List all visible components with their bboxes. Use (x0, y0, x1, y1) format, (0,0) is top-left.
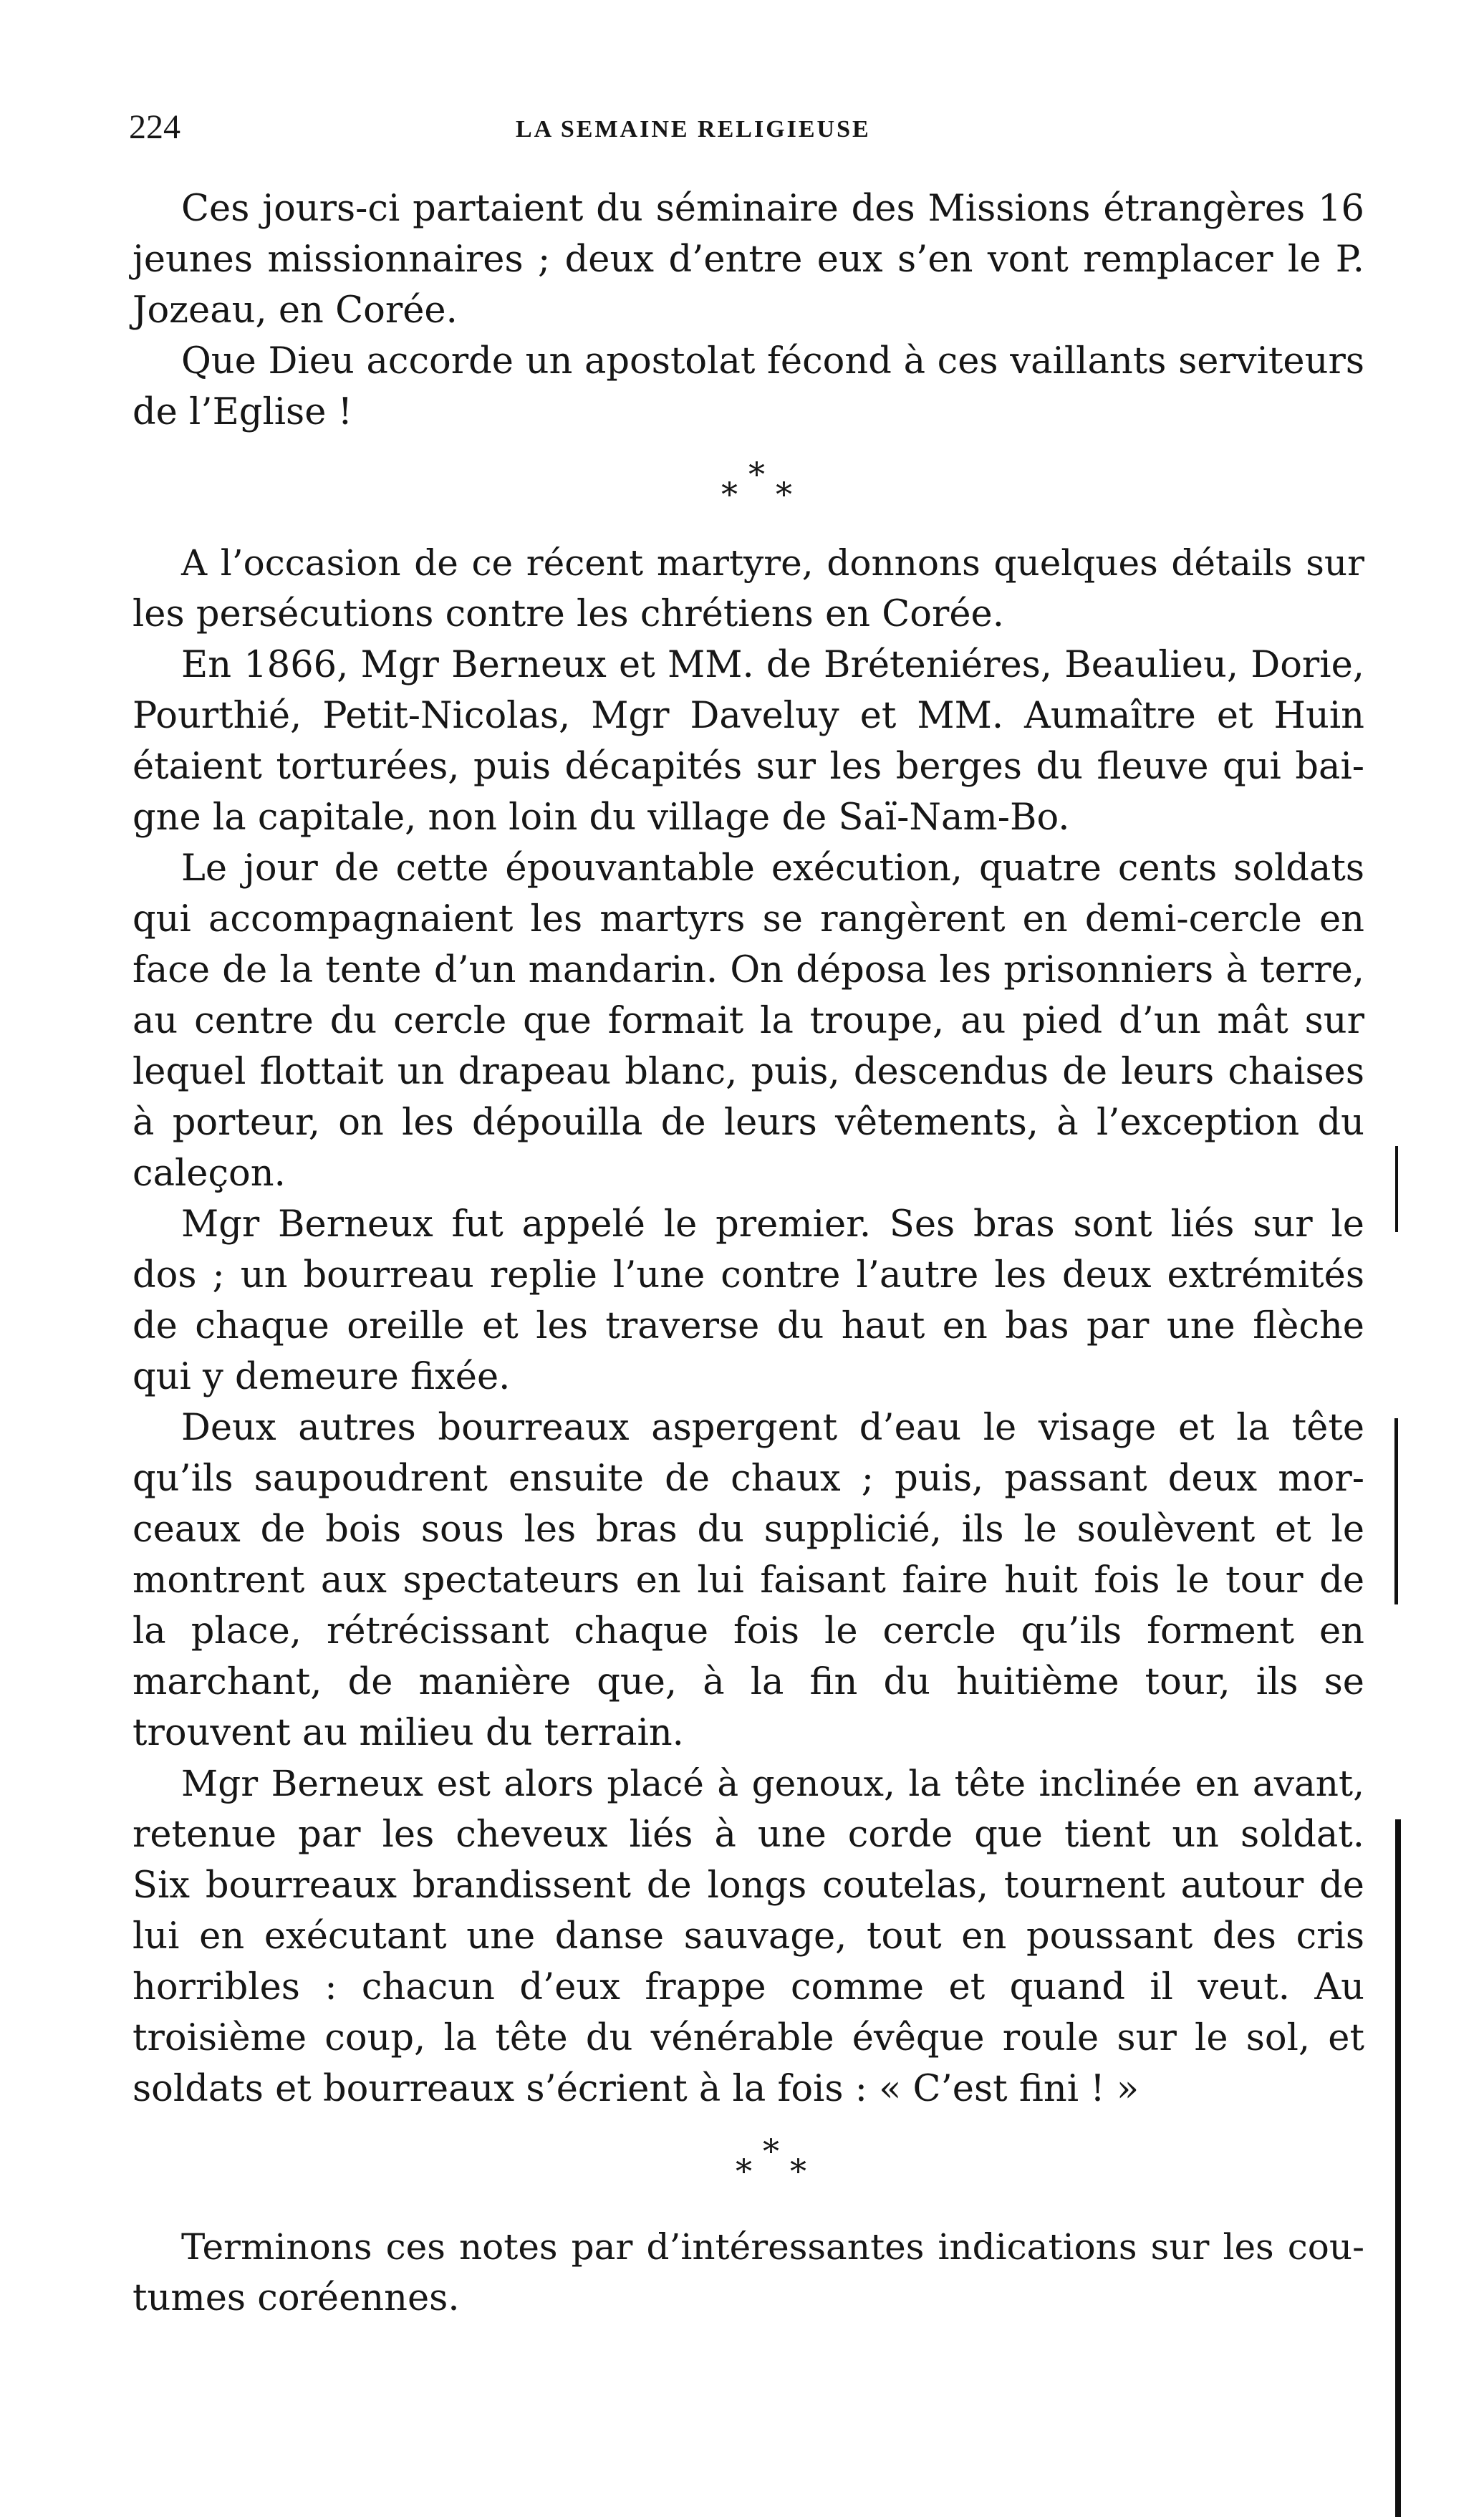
text-line: lui en exécutant une danse sauvage, tout en poussant des cris (132, 1915, 1364, 1958)
text-line: Six bourreaux brandissent de longs coutelas, tournent autour de (132, 1864, 1364, 1907)
text-line: qui accompagnaient les martyrs se rangèrent en demi-cercle en (132, 898, 1364, 940)
text-line: à porteur, on les dépouilla de leurs vêtements, à l’exception du (132, 1102, 1364, 1144)
text-line: En 1866, Mgr Berneux et MM. de Bréteniéres, Beaulieu, Dorie, (181, 644, 1364, 686)
text-line: de chaque oreille et les traverse du haut en bas par une flèche (132, 1305, 1364, 1347)
paragraph (132, 1199, 1364, 1402)
paragraph (132, 640, 1364, 843)
text-line: horribles : chacun d’eux frappe comme et quand il veut. Au (132, 1966, 1364, 2008)
text-line: lequel flottait un drapeau blanc, puis, descendus de leurs chaises (132, 1051, 1364, 1093)
text-line: Mgr Berneux fut appelé le premier. Ses bras sont liés sur le (181, 1203, 1364, 1246)
text-line: jeunes missionnaires ; deux d’entre eux s’en vont remplacer le P. (132, 239, 1364, 281)
text-line: Le jour de cette épouvantable exécution, quatre cents soldats (181, 847, 1364, 890)
text-line: retenue par les cheveux liés à une corde que tient un soldat. (132, 1814, 1364, 1856)
text-line: ceaux de bois sous les bras du supplicié, ils le soulèvent et le (132, 1508, 1364, 1551)
text-line: montrent aux spectateurs en lui faisant faire huit fois le tour de (132, 1559, 1364, 1602)
paragraph (132, 843, 1364, 1199)
asterisk-mark: * (748, 455, 765, 494)
page-number: 224 (129, 108, 180, 146)
paragraph (132, 1758, 1364, 2114)
paragraph (132, 538, 1364, 640)
asterisk-mark: * (776, 475, 792, 514)
running-title: LA SEMAINE RELIGIEUSE (516, 116, 871, 143)
section-separator (132, 2114, 1364, 2222)
paragraph (132, 336, 1364, 438)
text-line: Deux autres bourreaux aspergent d’eau le visage et la tête (181, 1407, 1364, 1449)
paragraph (132, 2222, 1364, 2324)
text-line: marchant, de manière que, à la fin du huitième tour, ils se (132, 1661, 1364, 1703)
text-line: gne la capitale, non loin du village de Saï-Nam-Bo. (132, 797, 1070, 839)
text-line: qu’ils saupoudrent ensuite de chaux ; puis, passant deux mor- (132, 1458, 1364, 1500)
text-line: Mgr Berneux est alors placé à genoux, la tête inclinée en avant, (181, 1763, 1364, 1804)
scan-edge-mark (1394, 1418, 1398, 1604)
text-line: tumes coréennes. (132, 2277, 460, 2319)
body-text (132, 183, 1364, 2324)
text-line: Jozeau, en Corée. (132, 289, 458, 332)
section-separator (132, 438, 1364, 538)
text-line: Que Dieu accorde un apostolat fécond à ces vaillants serviteurs (181, 340, 1364, 382)
scan-edge-mark (1395, 1146, 1398, 1232)
text-line: soldats et bourreaux s’écrient à la fois : « C’est fini ! » (132, 2068, 1140, 2110)
text-line: au centre du cercle que formait la troupe, au pied d’un mât sur (132, 1000, 1364, 1042)
text-line: étaient torturées, puis décapités sur les berges du fleuve qui bai- (132, 746, 1364, 788)
text-line: qui y demeure fixée. (132, 1356, 511, 1398)
text-line: dos ; un bourreau replie l’une contre l’autre les deux extrémités (132, 1254, 1364, 1296)
paragraph (132, 183, 1364, 336)
asterisk-mark: * (721, 475, 738, 514)
page-header (129, 107, 1361, 158)
text-line: les persécutions contre les chrétiens en Corée. (132, 593, 1004, 635)
text-line: trouvent au milieu du terrain. (132, 1712, 684, 1754)
text-line: A l’occasion de ce récent martyre, donnons quelques détails sur (181, 542, 1364, 584)
asterisk-mark: * (763, 2132, 779, 2170)
text-line: face de la tente d’un mandarin. On déposa les prisonniers à terre, (132, 949, 1364, 991)
asterisk-mark: * (736, 2152, 752, 2190)
text-line: la place, rétrécissant chaque fois le cercle qu’ils forment en (132, 1610, 1364, 1652)
scan-edge-mark (1395, 1819, 1401, 2517)
text-line: caleçon. (132, 1152, 286, 1195)
text-line: Pourthié, Petit-Nicolas, Mgr Daveluy et MM. Aumaître et Huin (132, 695, 1364, 737)
asterisk-mark: * (790, 2152, 806, 2190)
paragraph (132, 1402, 1364, 1758)
text-line: Ces jours-ci partaient du séminaire des Missions étrangères 16 (181, 188, 1364, 230)
text-line: Terminons ces notes par d’intéressantes indications sur les cou- (181, 2226, 1364, 2268)
text-line: de l’Eglise ! (132, 391, 353, 433)
text-line: troisième coup, la tête du vénérable évêque roule sur le sol, et (132, 2017, 1364, 2059)
